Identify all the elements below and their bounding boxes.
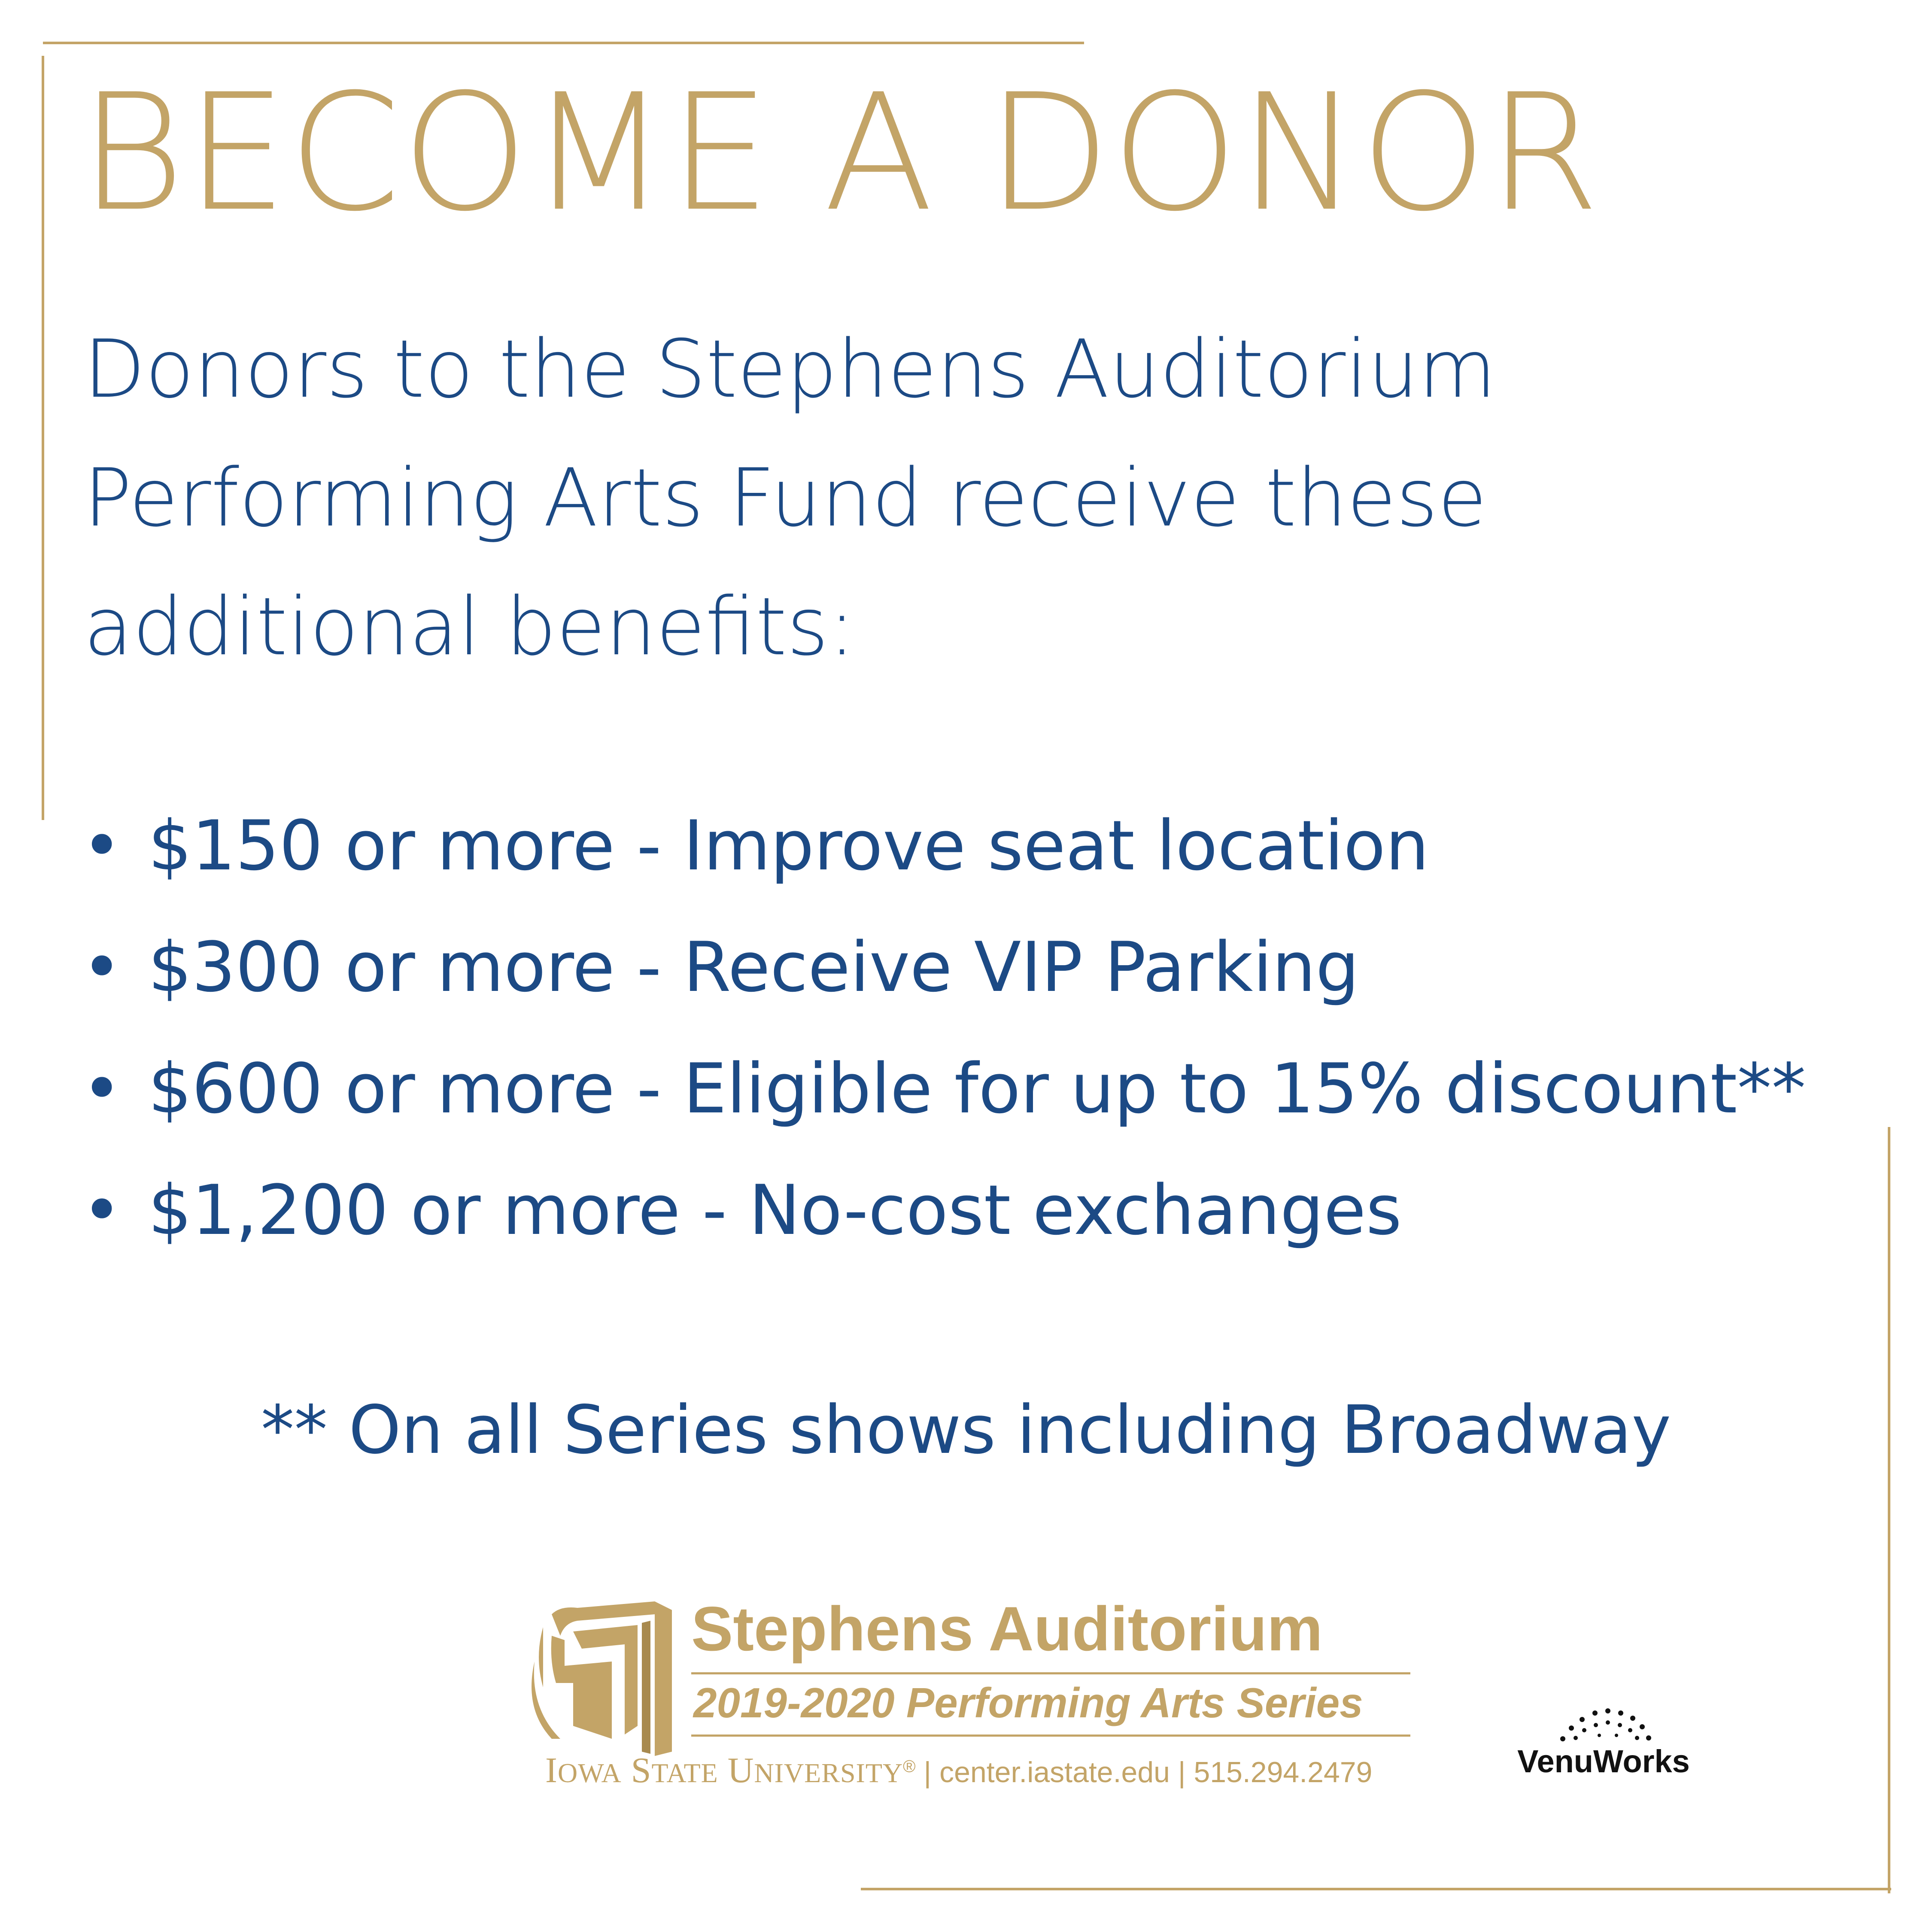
footnote: ** On all Series shows including Broadway [261, 1391, 1671, 1469]
contact-line: IOWA STATE UNIVERSITY® | center.iastate.edu | 515.294.2479 [545, 1750, 1373, 1790]
page-title: BECOME A DONOR [79, 60, 1601, 247]
benefit-text: $1,200 or more - No-cost exchanges [148, 1170, 1402, 1250]
benefit-text: $150 or more - Improve seat location [148, 805, 1429, 886]
partner-name: VenuWorks [1517, 1744, 1690, 1779]
intro-paragraph [84, 305, 1921, 691]
benefit-text: $600 or more - Eligible for up to 15% discount** [148, 1048, 1806, 1129]
logo-divider [691, 1672, 1410, 1674]
frame-left-line [42, 56, 44, 820]
benefit-item [82, 924, 1806, 1046]
logo-divider [691, 1735, 1410, 1737]
website: center.iastate.edu [939, 1756, 1170, 1789]
bullet-icon: • [82, 927, 122, 1007]
bullet-icon: • [82, 805, 122, 886]
benefit-text: $300 or more - Receive VIP Parking [148, 927, 1359, 1007]
bullet-icon: • [82, 1170, 122, 1250]
benefits-list [82, 803, 1806, 1289]
intro-line-2: Performing Arts Fund receive these [84, 451, 1487, 544]
logo-series: 2019-2020 Performing Arts Series [693, 1679, 1363, 1726]
auditorium-building-icon [526, 1597, 680, 1756]
logo-name: Stephens Auditorium [691, 1594, 1323, 1664]
benefit-item [82, 1167, 1806, 1289]
venuworks-dots-icon [1556, 1704, 1655, 1743]
venuworks-logo [1507, 1704, 1700, 1786]
separator: | [923, 1756, 932, 1789]
frame-right-line [1888, 1127, 1890, 1893]
benefit-item [82, 1046, 1806, 1167]
frame-top-line [43, 42, 1084, 44]
separator: | [1178, 1756, 1186, 1789]
phone-number: 515.294.2479 [1194, 1756, 1373, 1789]
intro-line-3: additional benefits: [84, 580, 856, 673]
university-name: IOWA STATE UNIVERSITY [545, 1750, 903, 1790]
bullet-icon: • [82, 1048, 122, 1129]
frame-bottom-line [861, 1888, 1891, 1890]
intro-line-1: Donors to the Stephens Auditorium [84, 322, 1496, 416]
benefit-item [82, 803, 1806, 924]
